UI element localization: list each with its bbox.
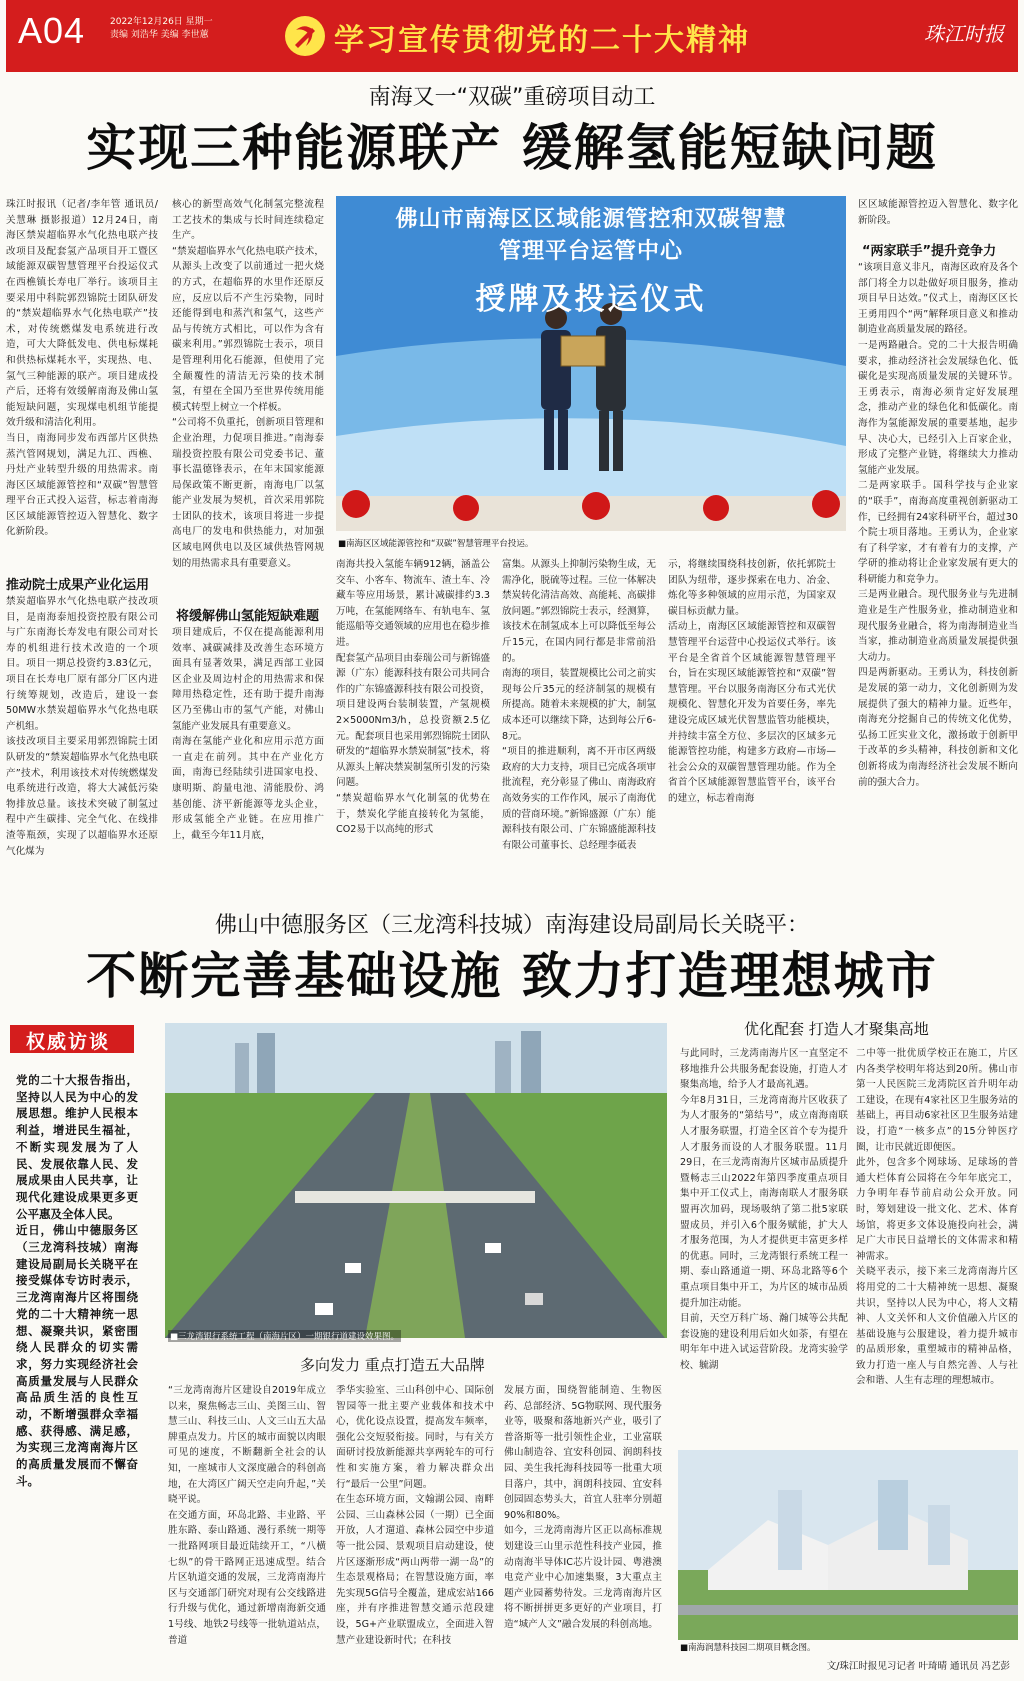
article2-intro: 党的二十大报告指出，坚持以人民为中心的发展思想。维护人民根本利益，增进民生福祉，不断实现发展为了人民、发展依靠人民、发展成果由人民共享，让现代化建设成果更多更公平惠及全体人民。 近日，佛山中德服务区（三龙湾科技城）南海建设局副局长关晓平在接受媒体专访时表示，三龙湾南海片区将围绕党的二十大精神统一思想、凝聚共识，紧密围绕人民群众的切实需求，努力实现经济社会高质量发展与人民群众高品质生活的良性互动，不断增强群众幸福感、获得感、满足感，为实现三龙湾南海片区的高质量发展而不懈奋斗。: [16, 1073, 138, 1488]
article1-kicker: 南海又一“双碳”重磅项目动工: [368, 85, 656, 110]
photo-backdrop-title-1: 佛山市南海区区域能源管控和双碳智慧: [395, 207, 787, 232]
article1-col1b: 禁炭超临界水气化热电联产技改项目，是南海泰旭投资控股有限公司与广东南海长寿发电有限公司对长寿的机组进行技术改造的一个项目。项目一期总投资约3.83亿元，项目在长寿电厂原有部分厂区内进行统筹规划，改造后，建设一套50MW水禁炭超临界水气化热电联产机组。 该技改项目主要采用郭烈锦院士团队研发的“禁炭超临界水气化热电联产”技术，利用该技术对传统燃煤发电系统进行改造，将大大减低污染物排放总量。该技术突破了制氢过程中产生碳排、完全气化、在线排渣等瓶颈，实现了以超临界水还原气化煤为: [6, 596, 158, 856]
article2-subhead-right: 优化配套 打造人才聚集高地: [744, 1020, 929, 1038]
editors-line: 责编 刘浩华 美编 李世蕙: [110, 30, 209, 40]
article2-mid-col3: 发展方面，围绕智能制造、生物医药、总部经济、5G物联网、现代服务业等，吸聚和落地新兴产业，吸引了普洛斯等一批引领性企业，工业富联佛山制造谷、宜安科创园、润朗科技园、美生我托海科技园等一批重大项目落户，其中，润朗科技园、宜安科创园固态势头大，首宜人驻率分别超90%和80%。 如今，三龙湾南海片区正以高标准规划建设三山里示范性科技产业园，推动南海半导体IC芯片设计园、粤港澳电竞产业中心加速集聚，3大重点主题产业园蓄势待发。三龙湾南海片区将不断拼拼更多更好的产业项目，打造“城产人文”融合发展的科创高地。: [504, 1385, 662, 1630]
article1-headline: 实现三种能源联产 缓解氢能短缺问题: [86, 119, 938, 177]
interview-badge-label: 权威访谈: [26, 1031, 111, 1053]
tech-park-caption: ■南海润慧科技园二期项目概念图。: [680, 1643, 816, 1653]
article2-mid-col2: 季华实验室、三山科创中心、国际创智园等一批主要产业载体和技术中心，优化设点设置，提高发车频率，强化公交短驳衔接。同时，与有关方面研讨投放新能源共享两轮车的可行性和实施方案，着力解决群众出行“最后一公里”问题。 在生态环境方面，文翰湖公园、南畔公园、三山森林公园（一期）已全面开放，人才遛道、森林公园空中步道等一批公园、景观项目启动建设，使片区逐渐形成“两山两带一湖一岛”的生态景观格局；在智慧设施方面，率先实现5G信号全覆盖，建成宏站166座，并有序推进智慧交通示范段建设，5G+产业联盟成立，全面进入智慧产业建设新时代；在科技: [336, 1385, 494, 1646]
article1-col2b: 项目建成后，不仅在提高能源利用效率、减碳减排及改善生态环境方面具有显著效果，满足西部工业园区企业及周边村企的用热需求和保障用热稳定性，还有助于提升南海区乃至佛山市的氢气产能，对佛山氢能产业发展具有重要意义。 南海在氢能产业化和应用示范方面一直走在前列。其中在产业化方面，南海已经陆续引进国家电投、康明斯、韵量电池、清能股份、鸿基创能、济平新能源等龙头企业，形成氢能全产业链。在应用推广上，截至今年11月底，: [172, 627, 324, 841]
article1-col5: 示，将继续围绕科技创新，依托郭院士团队为纽带，逐步探索在电力、冶金、炼化等多种领域的应用示范，为国家双碳目标贡献力量。 活动上，南海区区域能源管控和双碳智慧管理平台运营中心投运仪式举行。该平台是全省首个区域能源智慧管理平台，旨在实现区域能源管控和“双碳”智慧管理。平台以服务南海区分布式光伏规模化、智慧化开发为首要任务，率先建设完成区域光伏智慧监管功能模块，并持续丰富全方位、多层次的区域多元能源管控功能，构建多方政府—市场—社会公众的双碳智慧管理功能。作为全省首个区域能源智慧监管平台，该平台的建立，标志着南海: [668, 559, 836, 804]
article1-col3: 南海共投入氢能车辆912辆，涵盖公交车、小客车、物流车、渣土车、冷藏车等应用场景，累计减碳排约3.3万吨，在氢能网络车、有轨电车、氢能巡船等交通领域的应用也在稳步推进。 配套氢产品项目由泰瑞公司与新锦盛源（广东）能源科技有限公司共同合作的广东锦盛源科技有限公司投资，项目建设两台装制装置，产氢规模2×5000Nm3/h，总投资额2.5亿元。配套项目也采用郭烈锦院士团队研发的“超临界水禁炭制氢”技术，将从源头上解决禁炭制氢所引发的污染问题。 “禁炭超临界水气化制氢的优势在于，禁炭化学能直接转化为氢能，CO2易于以高纯的形式: [336, 559, 490, 836]
page-banner: [6, 0, 1018, 72]
article2-headline: 不断完善基础设施 致力打造理想城市: [86, 947, 938, 1005]
banner-slogan: 学习宣传贯彻党的二十大精神: [334, 23, 750, 58]
photo-backdrop-title-2: 管理平台运管中心: [498, 239, 683, 264]
party-emblem-icon: [284, 15, 326, 57]
article2-kicker: 佛山中德服务区（三龙湾科技城）南海建设局副局长关晓平：: [214, 913, 809, 938]
article1-subhead-1: 推动院士成果产业化运用: [6, 578, 150, 593]
photo-backdrop-title-3: 授牌及投运仪式: [475, 282, 707, 317]
article2-subhead-mid: 多向发力 重点打造五大品牌: [300, 1356, 485, 1374]
article1-col1: 珠江时报讯（记者/李年管 通讯员/关慧琳 摄影报道）12月24日，南海区禁炭超临界水气化热电联产技改项目及配套氢产品项目开工暨区域能源双碳智慧管理平台投运仪式在西樵镇长寿电厂举行。该项目主要采用中科院郭烈锦院士团队研发的“禁炭超临界水气化热电联产”技术，对传统燃煤发电系统进行改造，可大大降低发电、供电标煤耗和供热标煤耗水平，实现热、电、氢气三种能源的联产。项目建成投产后，还将有效缓解南海及佛山氢能短缺问题，实现煤电机组节能提效升级和清洁化利用。 当日，南海同步发布西部片区供热蒸汽管网规划，满足九江、西樵、丹灶产业转型升级的用热需求。南海区区域能源管控和“双碳”智慧管理平台正式投入运营，标志着南海区区域能源管控迈入智慧化、数字化新阶段。: [6, 199, 158, 537]
ceremony-photo-caption: ■南海区区域能源管控和“双碳”智慧管理平台投运。: [338, 539, 534, 549]
tech-park-photo: [678, 1450, 1018, 1640]
article2-mid-col1: “三龙湾南海片区建设自2019年成立以来，聚焦畅志三山、美图三山、智慧三山、科技三山、人文三山五大品牌重点发力。片区的城市面貌以肉眼可见的速度，不断翻新全社会的认知，一座城市人文深度融合的科创高地，在大湾区广阔天空走向升起，”关晓平说。 在交通方面，环岛北路、丰业路、平胜东路、泰山路通、漫行系统一期等一批路网项目最近陆续开工，“八横七纵”的骨干路网正迅速成型。结合片区轨道交通的发展，三龙湾南海片区与交通部门研究对现有公交线路进行升级与优化，通过新增南海新交通1号线、地铁2号线等一批轨道站点，普道: [168, 1385, 326, 1646]
page-number: A04: [18, 10, 86, 51]
tech-park-rendering: [678, 1450, 1018, 1640]
article2-right-col1: 与此同时，三龙湾南海片区一直坚定不移地推升公共服务配套设施，打造人才聚集高地，给予人才最高礼遇。 今年8月31日，三龙湾南海片区收获了为人才服务的“第结号”，成立南海南联人才服务联盟，打造全区首个专为提升人才服务而设的人才服务联盟。11月29日，在三龙湾南海片区城市品质提升暨畅志三山2022年第四季度重点项目集中开工仪式上，南海南联人才服务联盟再次加码，现场吸纳了第二批5家联盟成员，并引入6个服务赋能，扩大人才服务范围，为人才提供更丰富更多样的优惠。同时，三龙湾银行系统工程一期、泰山路通道一期、环岛北路等6个重点项目集中开工，为片区的城市品质提升加注动能。 目前，天空万科广场、瀚门城等公共配套设施的建设利用后如火如荼，有望在明年年中进入试运营阶段。龙湾实验学校、毓湖: [680, 1048, 848, 1371]
article1-col6: 区区域能源管控迈入智慧化、数字化新阶段。: [858, 199, 1018, 226]
article2-right-col2: 二中等一批优质学校正在施工，片区内各类学校明年将达到20所。佛山市第一人民医院三龙湾院区首升明年动工建设，在现有4家社区卫生服务站的基础上，再目动6家社区卫生服务站建设，打造“一核多点”的15分钟医疗圈，让市民就近即便医。 此外，包含多个网球场、足球场的普通大栏体育公园将在今年年底完工，力争明年春节前启动公众开放。同时，筹划建设一批文化、艺术、体育场馆，将更多文体设施投向社会，满足广大市民日益增长的文体需求和精神需求。 关晓平表示，接下来三龙湾南海片区将用党的二十大精神统一思想、凝聚共识，坚持以人民为中心，将人文精神、人文关怀和人文价值融入片区的基础设施与公服建设，着力提升城市的品质形象，重塑城市的精神品格，致力打造一座人与自然完善、人与社会和谐、人生有志理的理想城市。: [856, 1048, 1018, 1387]
article1-col2: 核心的新型高效气化制氢完整流程工艺技术的集成与长时间连续稳定生产。 “禁炭超临界水气化热电联产技术，从源头上改变了以前通过一把火烧的方式，在超临界的水里作还原反应，反应以后不产生污染物，同时还能得到电和蒸汽和氢气，这些产品与传统方式相比，可以作为含有碳来利用。”郭烈锦院士表示，项目是管理利用化石能源，但使用了完全颠覆性的清洁无污染的技术制氢，有望在全国乃至世界传统用能模式转型上树立一个样板。 “公司将不负重托，创新项目管理和企业治理，力促项目推进。”南海泰瑞投资控股有限公司党委书记、董事长温德锋表示，在年末国家能源局保政策不断更新，南海电厂以氢能产业发展为契机，首次采用郭院士团队的技术，该项目将进一步提高电厂的发电和供热能力，对加强区域电网供电以及区域供热管网规划的用热需求具有重要意义。: [172, 199, 324, 569]
award-plaque: [561, 336, 605, 366]
ceremony-photo: [336, 196, 846, 531]
date-line: 2022年12月26日 星期一: [110, 17, 213, 27]
road-rendering-photo: [165, 1023, 667, 1338]
article1-col4: 富集。从源头上抑制污染物生成，无需净化，脱硫等过程。三位一体解决禁炭转化清洁高效、高能耗、高碳排放问题。”郭烈锦院士表示，经测算，该技术在制氢成本上可以降低至每公斤15元，在国内同行都是非常前沿的。 南海的项目，装置规模比公司之前实现每公斤35元的经济制氢的规模有所提高。随着未来规模的扩大，制氢成本还可以继续下降，达到每公斤6-8元。 “项目的推进顺利，离不开市区两级政府的大力支持，项目已完成各项审批流程，充分彰显了佛山、南海政府高效务实的工作作风，展示了南海优质的营商环境。”新锦盛源（广东）能源科技有限公司、广东锦盛能源科技有限公司董事长、总经理李砥表: [502, 559, 656, 851]
article1-col6b: “该项目意义非凡，南海区政府及各个部门将全力以赴做好项目服务，推动项目早日达效。”仪式上，南海区区长王勇用四个“两”解释项目意义和推动制造业高质量发展的路径。 一是两路融合。党的二十大报告明确要求，推动经济社会发展绿色化、低碳化是实现高质量发展的关键环节。王勇表示，南海必须肯定好发展理念，推动产业的绿色化和低碳化。南海作为氢能源发展的重要基地，起步早、决心大，已经引入上百家企业，形成了完整产业链，将继续大力推动氢能产业发展。 二是两家联手。国科学技与企业家的“联手”，南海高度重视创新驱动工作，已经拥有24家科研平台，超过30个院士项目落地。王勇认为，企业家有了科学家，才有着有力的支撑，产学研的推动将让企业家发展有更大的科研能力和竞争力。 三是两业融合。现代服务业与先进制造业是生产性服务业，推动制造业和现代服务业融合，将为南海制造业当当家，推动制造业高质量发展提供强大动力。 四是两新驱动。王勇认为，科技创新是发展的第一动力，文化创新则为发展提供了强大的精神力量。近些年，南海充分挖掘自己的传统文化优势，弘扬工匠实业文化，激扬敢于创新甲于改革的乡头精神，科技创新和文化创新将成为南海经济社会发展不断向前的强大合力。: [858, 262, 1018, 788]
article1-subhead-2: 将缓解佛山氢能短缺难题: [176, 609, 320, 624]
road-photo-caption: ■三龙湾银行系统工程（南海片区）一期银行道建设效果图。: [170, 1332, 400, 1342]
date-editor-line: [110, 16, 213, 42]
newspaper-logo: 珠江时报: [924, 22, 1004, 46]
road-rendering: [165, 1023, 667, 1338]
article2-byline: 文/珠江时报见习记者 叶琦晴 通讯员 冯艺彭: [826, 1661, 1010, 1672]
article1-subhead-3: “两家联手”提升竞争力: [862, 244, 997, 259]
interview-badge: [10, 1025, 134, 1053]
